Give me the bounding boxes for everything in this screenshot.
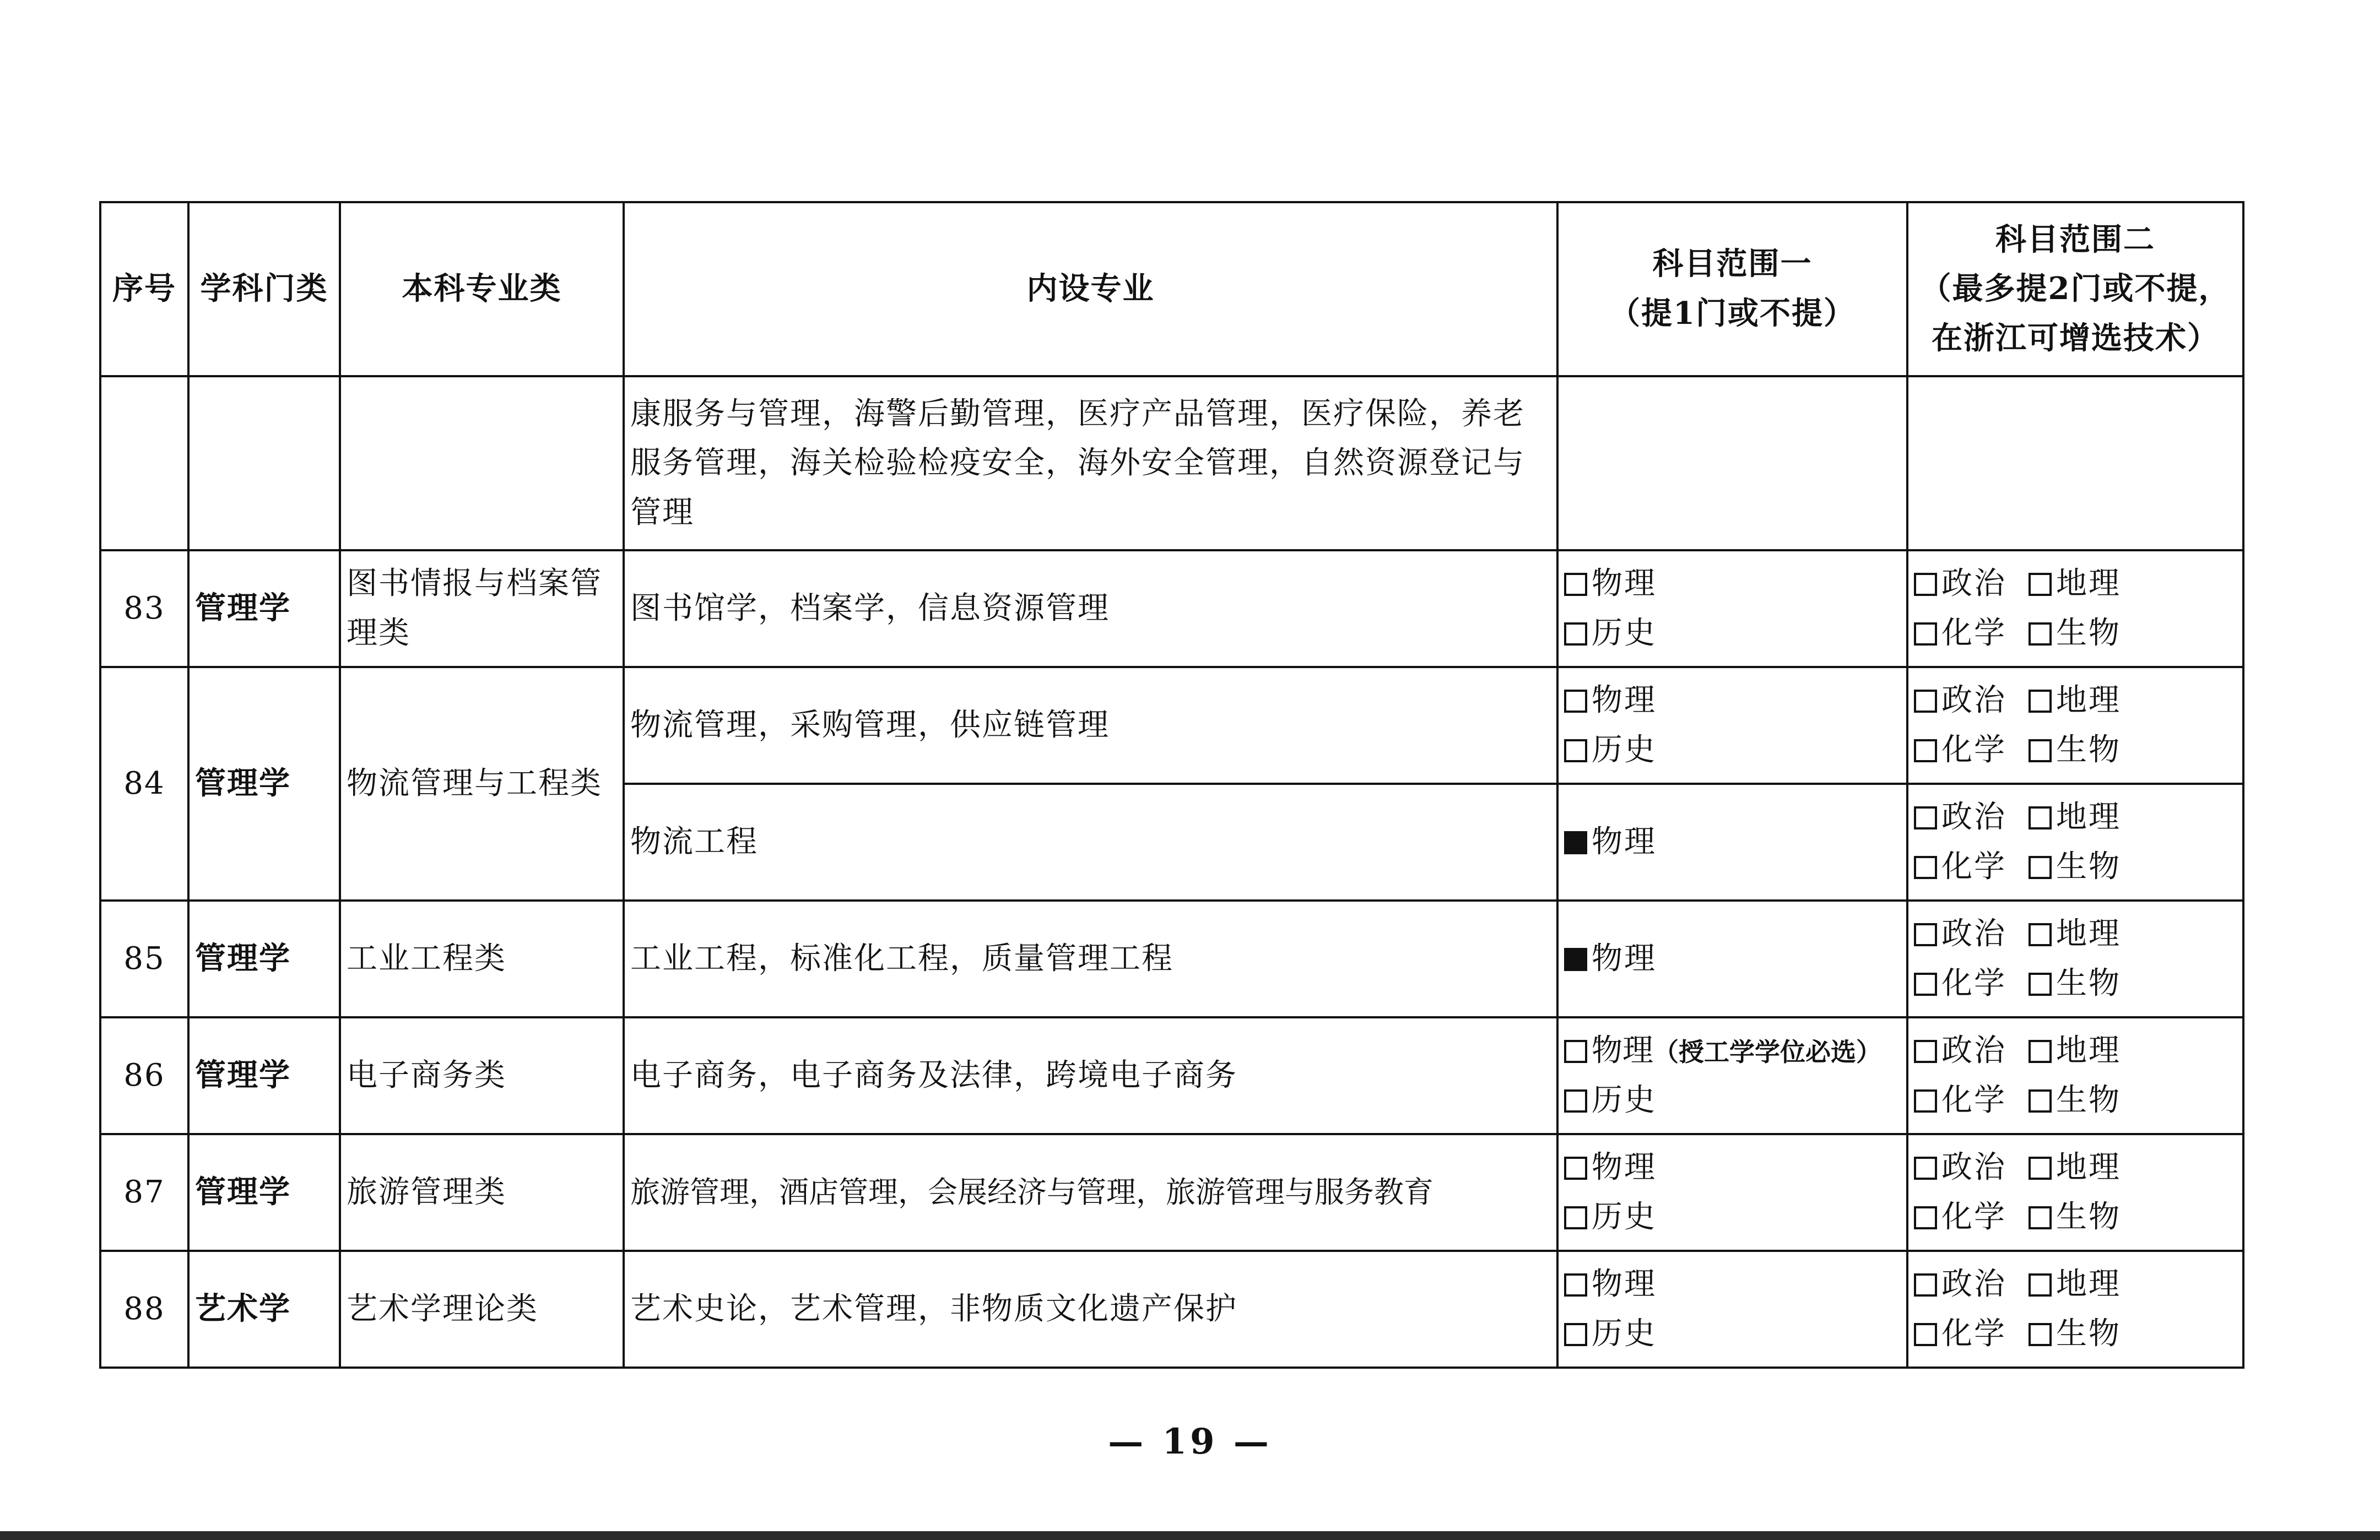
cell-majors: 康服务与管理，海警后勤管理，医疗产品管理，医疗保险，养老服务管理，海关检验检疫安全，海外安全管理，自然资源登记与管理 xyxy=(624,376,1557,550)
cell-seq xyxy=(100,376,188,550)
checkbox-politics[interactable] xyxy=(1914,1273,1937,1297)
checkbox-chemistry[interactable] xyxy=(1914,973,1937,996)
table-row-continuation xyxy=(100,376,2243,550)
checkbox-biology[interactable] xyxy=(2029,739,2052,762)
checkbox-physics[interactable] xyxy=(1564,573,1587,596)
checkbox-chemistry[interactable] xyxy=(1914,739,1937,762)
label-history: 历史 xyxy=(1592,1199,1657,1235)
label-geography: 地理 xyxy=(2056,916,2121,952)
checkbox-history[interactable] xyxy=(1564,1206,1587,1229)
label-physics: 物理 xyxy=(1592,941,1657,977)
cell-range2 xyxy=(1907,1017,2243,1134)
label-geography: 地理 xyxy=(2056,799,2121,836)
checkbox-chemistry[interactable] xyxy=(1914,1323,1937,1346)
checkbox-history[interactable] xyxy=(1564,1323,1587,1346)
cell-majors: 旅游管理，酒店管理，会展经济与管理，旅游管理与服务教育 xyxy=(624,1134,1557,1251)
table-header-row xyxy=(100,202,2243,376)
checkbox-biology[interactable] xyxy=(2029,622,2052,646)
label-biology: 生物 xyxy=(2056,1082,2121,1118)
cell-major-class: 电子商务类 xyxy=(340,1017,624,1134)
checkbox-chemistry[interactable] xyxy=(1914,856,1937,879)
checkbox-chemistry[interactable] xyxy=(1914,622,1937,646)
label-geography: 地理 xyxy=(2056,566,2121,602)
checkbox-geography[interactable] xyxy=(2029,806,2052,829)
cell-seq: 83 xyxy=(100,550,188,667)
table-row xyxy=(100,1251,2243,1368)
cell-range1 xyxy=(1557,376,1907,550)
label-geography: 地理 xyxy=(2056,682,2121,719)
header-range2-note1: （最多提2门或不提， xyxy=(1920,270,2231,307)
subject-requirements-table xyxy=(99,201,2244,1369)
checkbox-physics[interactable] xyxy=(1564,1157,1587,1180)
label-politics: 政治 xyxy=(1941,1033,2006,1069)
header-range2-note2: 在浙江可增选技术） xyxy=(1932,319,2219,356)
cell-seq: 84 xyxy=(100,667,188,901)
header-discipline: 学科门类 xyxy=(188,202,340,376)
cell-discipline: 管理学 xyxy=(188,901,340,1017)
header-range1-note: （提1门或不提） xyxy=(1609,295,1856,332)
checkbox-biology[interactable] xyxy=(2029,1206,2052,1229)
checkbox-geography[interactable] xyxy=(2029,690,2052,713)
header-range1-title: 科目范围一 xyxy=(1652,246,1813,283)
cell-seq: 88 xyxy=(100,1251,188,1368)
label-chemistry: 化学 xyxy=(1941,1316,2006,1352)
label-biology: 生物 xyxy=(2056,966,2121,1001)
checkbox-history[interactable] xyxy=(1564,622,1587,646)
cell-range1 xyxy=(1557,784,1907,901)
cell-range2 xyxy=(1907,901,2243,1017)
label-biology: 生物 xyxy=(2056,732,2121,768)
checkbox-biology[interactable] xyxy=(2029,1089,2052,1113)
checkbox-politics[interactable] xyxy=(1914,923,1937,946)
checkbox-history[interactable] xyxy=(1564,1089,1587,1113)
checkbox-biology[interactable] xyxy=(2029,1323,2052,1346)
checkbox-physics[interactable] xyxy=(1564,690,1587,713)
cell-range2 xyxy=(1907,1251,2243,1368)
table-row xyxy=(100,1017,2243,1134)
cell-discipline: 管理学 xyxy=(188,550,340,667)
checkbox-geography[interactable] xyxy=(2029,923,2052,946)
label-politics: 政治 xyxy=(1941,799,2006,836)
cell-discipline: 艺术学 xyxy=(188,1251,340,1368)
cell-range2 xyxy=(1907,784,2243,901)
header-range2 xyxy=(1907,202,2243,376)
cell-range1 xyxy=(1557,550,1907,667)
cell-majors: 电子商务，电子商务及法律，跨境电子商务 xyxy=(624,1017,1557,1134)
table-row xyxy=(100,550,2243,667)
label-physics: 物理 xyxy=(1592,824,1657,860)
label-biology: 生物 xyxy=(2056,1199,2121,1235)
label-physics: 物理 xyxy=(1592,566,1657,602)
cell-range2 xyxy=(1907,550,2243,667)
label-history: 历史 xyxy=(1592,1316,1657,1352)
cell-discipline: 管理学 xyxy=(188,1017,340,1134)
header-majors: 内设专业 xyxy=(624,202,1557,376)
label-politics: 政治 xyxy=(1941,566,2006,602)
header-range2-title: 科目范围二 xyxy=(1995,221,2155,258)
label-physics: 物理 xyxy=(1592,1033,1653,1069)
cell-range2 xyxy=(1907,376,2243,550)
label-chemistry: 化学 xyxy=(1941,1082,2006,1118)
cell-range2 xyxy=(1907,667,2243,784)
label-history: 历史 xyxy=(1592,1082,1657,1118)
cell-majors: 工业工程，标准化工程，质量管理工程 xyxy=(624,901,1557,1017)
label-geography: 地理 xyxy=(2056,1149,2121,1186)
table-row xyxy=(100,901,2243,1017)
label-politics: 政治 xyxy=(1941,1149,2006,1186)
cell-range1 xyxy=(1557,1017,1907,1134)
label-physics: 物理 xyxy=(1592,682,1657,719)
checkbox-chemistry[interactable] xyxy=(1914,1089,1937,1113)
header-seq: 序号 xyxy=(100,202,188,376)
checkbox-physics[interactable] xyxy=(1564,1040,1587,1063)
checkbox-geography[interactable] xyxy=(2029,573,2052,596)
cell-range1 xyxy=(1557,1134,1907,1251)
checkbox-politics[interactable] xyxy=(1914,690,1937,713)
label-biology: 生物 xyxy=(2056,849,2121,885)
label-chemistry: 化学 xyxy=(1941,966,2006,1001)
cell-major-class: 工业工程类 xyxy=(340,901,624,1017)
label-history: 历史 xyxy=(1592,732,1657,768)
label-chemistry: 化学 xyxy=(1941,849,2006,885)
page-bottom-edge xyxy=(0,1531,2380,1540)
checkbox-politics[interactable] xyxy=(1914,806,1937,829)
cell-major-class xyxy=(340,376,624,550)
cell-major-class: 艺术学理论类 xyxy=(340,1251,624,1368)
cell-majors: 图书馆学，档案学，信息资源管理 xyxy=(624,550,1557,667)
label-politics: 政治 xyxy=(1941,1266,2006,1303)
label-politics: 政治 xyxy=(1941,682,2006,719)
cell-major-class: 图书情报与档案管理类 xyxy=(340,550,624,667)
cell-seq: 86 xyxy=(100,1017,188,1134)
page-number: — 19 — xyxy=(1108,1421,1272,1462)
label-chemistry: 化学 xyxy=(1941,732,2006,768)
table-row xyxy=(100,1134,2243,1251)
cell-range1 xyxy=(1557,667,1907,784)
cell-majors: 物流工程 xyxy=(624,784,1557,901)
checkbox-biology[interactable] xyxy=(2029,856,2052,879)
cell-range2 xyxy=(1907,1134,2243,1251)
checkbox-physics[interactable] xyxy=(1564,1273,1587,1297)
checkbox-geography[interactable] xyxy=(2029,1157,2052,1180)
label-politics: 政治 xyxy=(1941,916,2006,952)
label-physics: 物理 xyxy=(1592,1149,1657,1186)
cell-discipline xyxy=(188,376,340,550)
label-geography: 地理 xyxy=(2056,1033,2121,1069)
checkbox-politics[interactable] xyxy=(1914,1040,1937,1063)
cell-seq: 87 xyxy=(100,1134,188,1251)
cell-major-class: 旅游管理类 xyxy=(340,1134,624,1251)
cell-range1 xyxy=(1557,1251,1907,1368)
label-biology: 生物 xyxy=(2056,1316,2121,1352)
checkbox-physics-checked[interactable] xyxy=(1564,948,1587,971)
cell-majors: 物流管理，采购管理，供应链管理 xyxy=(624,667,1557,784)
header-major-class: 本科专业类 xyxy=(340,202,624,376)
cell-range1 xyxy=(1557,901,1907,1017)
header-range1 xyxy=(1557,202,1907,376)
checkbox-politics[interactable] xyxy=(1914,573,1937,596)
checkbox-history[interactable] xyxy=(1564,739,1587,762)
label-chemistry: 化学 xyxy=(1941,1199,2006,1235)
cell-major-class: 物流管理与工程类 xyxy=(340,667,624,901)
label-biology: 生物 xyxy=(2056,615,2121,651)
cell-majors: 艺术史论，艺术管理，非物质文化遗产保护 xyxy=(624,1251,1557,1368)
checkbox-chemistry[interactable] xyxy=(1914,1206,1937,1229)
checkbox-politics[interactable] xyxy=(1914,1157,1937,1180)
cell-seq: 85 xyxy=(100,901,188,1017)
checkbox-geography[interactable] xyxy=(2029,1040,2052,1063)
cell-discipline: 管理学 xyxy=(188,1134,340,1251)
checkbox-biology[interactable] xyxy=(2029,973,2052,996)
label-geography: 地理 xyxy=(2056,1266,2121,1303)
physics-note: （授工学学位必选） xyxy=(1653,1037,1881,1067)
label-chemistry: 化学 xyxy=(1941,615,2006,651)
label-physics: 物理 xyxy=(1592,1266,1657,1303)
checkbox-physics-checked[interactable] xyxy=(1564,831,1587,854)
cell-discipline: 管理学 xyxy=(188,667,340,901)
checkbox-geography[interactable] xyxy=(2029,1273,2052,1297)
label-history: 历史 xyxy=(1592,615,1657,651)
table-row xyxy=(100,667,2243,784)
